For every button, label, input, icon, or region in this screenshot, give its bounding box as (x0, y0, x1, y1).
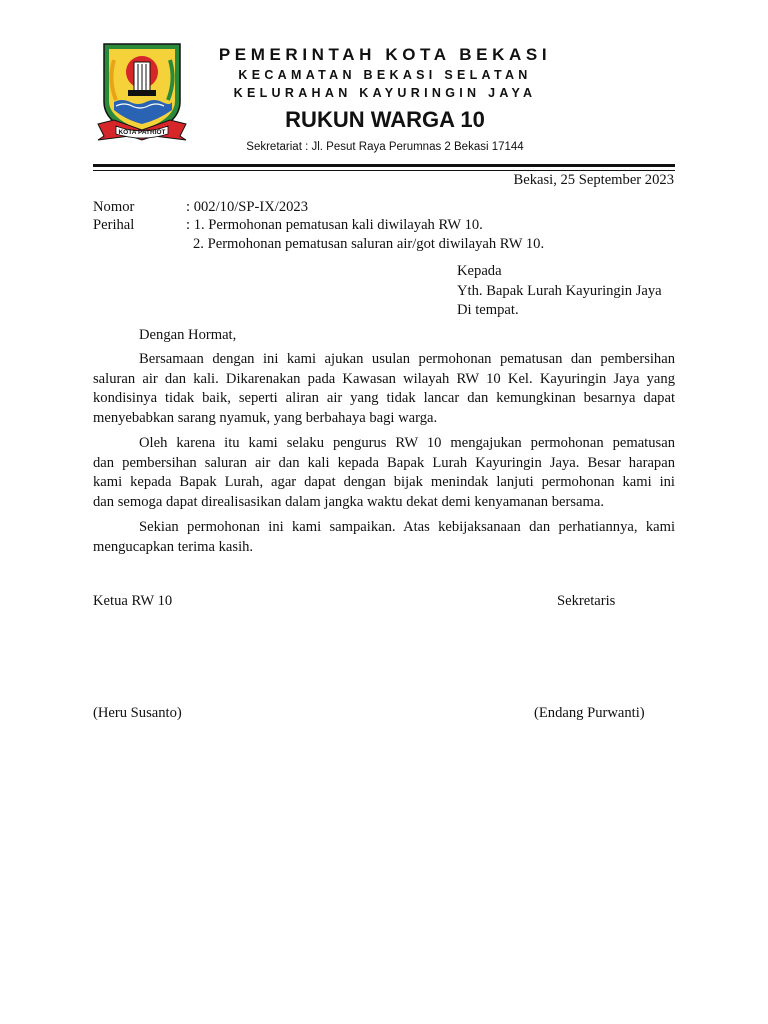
paragraph-line: saluran air dan kali. Dikarenakan pada Kawasan wilayah RW 10 Kel. Kayuringin Jaya yang (93, 370, 675, 387)
city-emblem-logo (94, 40, 190, 142)
paragraph-line: mengucapkan terima kasih. (93, 538, 254, 555)
paragraph-line: kondisinya tidak baik, seperti aliran air yang tidak lancar dan kemungkinan besarnya dapat (93, 390, 675, 407)
paragraph-line: kami kepada Bapak Lurah, agar dapat dengan bijak menindak lanjuti permohonan kami ini (93, 474, 675, 491)
signature-left-name: (Heru Susanto) (93, 705, 182, 721)
letterhead-address: Sekretariat : Jl. Pesut Raya Perumnas 2 Bekasi 17144 (246, 141, 524, 153)
paragraph-line: menyebabkan sarang nyamuk, yang berbahaya bagi warga. (93, 409, 438, 426)
paragraph-line: dan pembersihan saluran air dan kali kepada Bapak Lurah Kayuringin Jaya. Besar harapan (93, 454, 675, 471)
letterhead-organization: RUKUN WARGA 10 (285, 107, 485, 132)
nomor-value: : 002/10/SP-IX/2023 (186, 199, 309, 215)
body-paragraph-3 (93, 518, 675, 557)
perihal-label: Perihal (93, 217, 135, 233)
letterhead-village: KELURAHAN KAYURINGIN JAYA (233, 86, 537, 100)
signature-right-title: Sekretaris (557, 593, 616, 609)
paragraph-line: Bersamaan dengan ini kami ajukan usulan permohonan pematusan dan pembersihan (139, 351, 675, 367)
paragraph-line: Sekian permohonan ini kami sampaikan. Atas kebijaksanaan dan perhatiannya, kami (139, 519, 675, 535)
signature-left-title: Ketua RW 10 (93, 593, 173, 609)
letterhead-divider-thick (93, 164, 675, 167)
perihal-item-2: 2. Permohonan pematusan saluran air/got diwilayah RW 10. (193, 236, 545, 252)
greeting: Dengan Hormat, (139, 327, 237, 343)
logo-banner-text: KOTA PATRIOT (118, 129, 166, 136)
recipient-line-2: Yth. Bapak Lurah Kayuringin Jaya (457, 282, 662, 299)
letterhead-government: PEMERINTAH KOTA BEKASI (218, 45, 552, 64)
body-paragraph-1 (93, 350, 675, 428)
letter-date: Bekasi, 25 September 2023 (513, 172, 674, 188)
perihal-item-1: : 1. Permohonan pematusan kali diwilayah RW 10. (186, 217, 483, 233)
paragraph-line: Oleh karena itu kami selaku pengurus RW 10 mengajukan permohonan pematusan (139, 435, 675, 451)
nomor-label: Nomor (93, 199, 135, 215)
recipient-line-1: Kepada (457, 263, 502, 279)
paragraph-line: dan semoga dapat direalisasikan dalam jangka waktu dekat demi kenyamanan bersama. (93, 493, 604, 510)
letterhead-district: KECAMATAN BEKASI SELATAN (238, 68, 532, 82)
signature-right-name: (Endang Purwanti) (534, 705, 645, 721)
body-paragraph-2 (93, 434, 675, 512)
recipient-block (457, 262, 662, 321)
recipient-line-3: Di tempat. (457, 302, 519, 318)
letterhead (200, 44, 570, 157)
